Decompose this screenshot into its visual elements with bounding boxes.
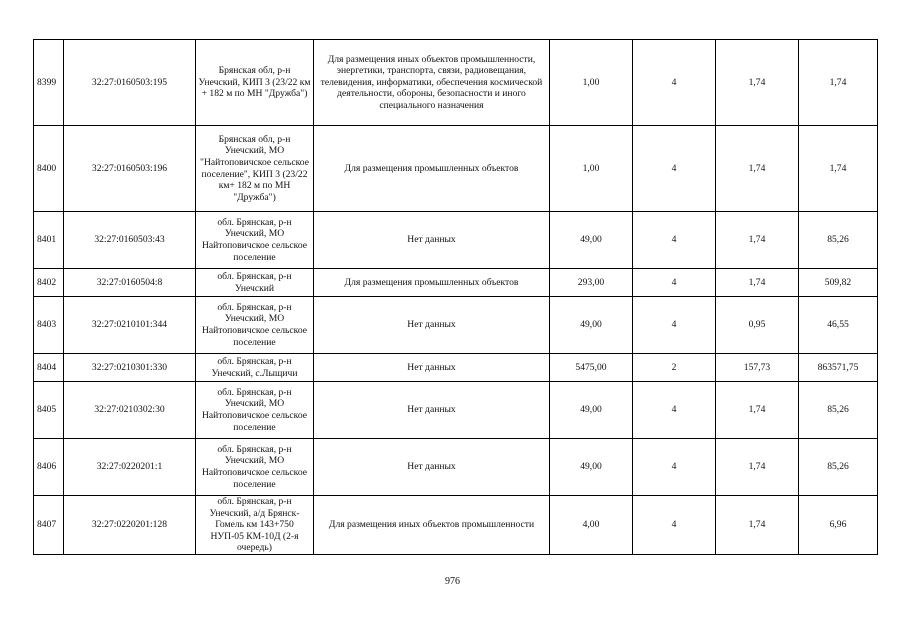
area-cell: 4,00 (550, 496, 633, 555)
location-cell: обл. Брянская, р-н Унечский, с.Лыщичи (196, 354, 314, 382)
cadastral-value-cell: 509,82 (799, 269, 878, 297)
cadastral-number-cell: 32:27:0210302:30 (64, 382, 196, 439)
group-number-cell: 4 (633, 496, 716, 555)
cadastral-number-cell: 32:27:0210101:344 (64, 297, 196, 354)
table-row (34, 496, 878, 555)
cadastral-value-cell: 85,26 (799, 212, 878, 269)
area-cell: 49,00 (550, 212, 633, 269)
area-cell: 49,00 (550, 382, 633, 439)
land-use-purpose-cell: Для размещения иных объектов промышленности, энергетики, транспорта, связи, радиовещания, телевидения, информатики, обеспечения космической деятельности, обороны, безопасности и иного специального назначения (314, 40, 550, 126)
table-row (34, 382, 878, 439)
area-cell: 49,00 (550, 439, 633, 496)
location-cell: обл. Брянская, р-н Унечский, МО Найтоповичское сельское поселение (196, 382, 314, 439)
rate-cell: 1,74 (716, 269, 799, 297)
page-number: 976 (445, 576, 460, 587)
land-use-purpose-cell: Нет данных (314, 382, 550, 439)
cadastral-table (33, 39, 878, 555)
rate-cell: 1,74 (716, 212, 799, 269)
table-row (34, 212, 878, 269)
cadastral-value-cell: 85,26 (799, 382, 878, 439)
row-number-cell: 8406 (34, 439, 64, 496)
location-cell: обл. Брянская, р-н Унечский, а/д Брянск-Гомель км 143+750 НУП-05 КМ-10Д (2-я очередь) (196, 496, 314, 555)
cadastral-number-cell: 32:27:0210301:330 (64, 354, 196, 382)
table-row (34, 40, 878, 126)
row-number-cell: 8407 (34, 496, 64, 555)
location-cell: обл. Брянская, р-н Унечский, МО Найтоповичское сельское поселение (196, 439, 314, 496)
rate-cell: 0,95 (716, 297, 799, 354)
group-number-cell: 4 (633, 439, 716, 496)
land-use-purpose-cell: Нет данных (314, 212, 550, 269)
cadastral-number-cell: 32:27:0160504:8 (64, 269, 196, 297)
row-number-cell: 8405 (34, 382, 64, 439)
area-cell: 293,00 (550, 269, 633, 297)
area-cell: 1,00 (550, 40, 633, 126)
location-cell: Брянская обл, р-н Унечский, МО "Найтоповичское сельское поселение", КИП 3 (23/22 км+ 182 м по МН "Дружба") (196, 126, 314, 212)
group-number-cell: 4 (633, 382, 716, 439)
cadastral-number-cell: 32:27:0160503:195 (64, 40, 196, 126)
group-number-cell: 4 (633, 269, 716, 297)
cadastral-value-cell: 46,55 (799, 297, 878, 354)
land-use-purpose-cell: Для размещения иных объектов промышленности (314, 496, 550, 555)
area-cell: 1,00 (550, 126, 633, 212)
area-cell: 49,00 (550, 297, 633, 354)
row-number-cell: 8401 (34, 212, 64, 269)
row-number-cell: 8404 (34, 354, 64, 382)
group-number-cell: 4 (633, 40, 716, 126)
group-number-cell: 4 (633, 297, 716, 354)
rate-cell: 1,74 (716, 126, 799, 212)
cadastral-value-cell: 85,26 (799, 439, 878, 496)
cadastral-number-cell: 32:27:0160503:43 (64, 212, 196, 269)
land-use-purpose-cell: Нет данных (314, 439, 550, 496)
group-number-cell: 4 (633, 126, 716, 212)
table-row (34, 297, 878, 354)
cadastral-number-cell: 32:27:0220201:1 (64, 439, 196, 496)
rate-cell: 1,74 (716, 40, 799, 126)
land-use-purpose-cell: Нет данных (314, 354, 550, 382)
row-number-cell: 8399 (34, 40, 64, 126)
rate-cell: 1,74 (716, 439, 799, 496)
rate-cell: 157,73 (716, 354, 799, 382)
table-row (34, 269, 878, 297)
table-row (34, 126, 878, 212)
table-row (34, 439, 878, 496)
rate-cell: 1,74 (716, 496, 799, 555)
group-number-cell: 2 (633, 354, 716, 382)
land-use-purpose-cell: Для размещения промышленных объектов (314, 269, 550, 297)
row-number-cell: 8403 (34, 297, 64, 354)
cadastral-value-cell: 6,96 (799, 496, 878, 555)
row-number-cell: 8400 (34, 126, 64, 212)
location-cell: обл. Брянская, р-н Унечский, МО Найтоповичское сельское поселение (196, 297, 314, 354)
location-cell: обл. Брянская, р-н Унечский (196, 269, 314, 297)
land-use-purpose-cell: Для размещения промышленных объектов (314, 126, 550, 212)
cadastral-number-cell: 32:27:0160503:196 (64, 126, 196, 212)
group-number-cell: 4 (633, 212, 716, 269)
cadastral-number-cell: 32:27:0220201:128 (64, 496, 196, 555)
rate-cell: 1,74 (716, 382, 799, 439)
row-number-cell: 8402 (34, 269, 64, 297)
cadastral-value-cell: 1,74 (799, 40, 878, 126)
cadastral-value-cell: 863571,75 (799, 354, 878, 382)
cadastral-value-cell: 1,74 (799, 126, 878, 212)
location-cell: обл. Брянская, р-н Унечский, МО Найтоповичское сельское поселение (196, 212, 314, 269)
area-cell: 5475,00 (550, 354, 633, 382)
table-row (34, 354, 878, 382)
land-use-purpose-cell: Нет данных (314, 297, 550, 354)
location-cell: Брянская обл, р-н Унечский, КИП 3 (23/22 км + 182 м по МН "Дружба") (196, 40, 314, 126)
